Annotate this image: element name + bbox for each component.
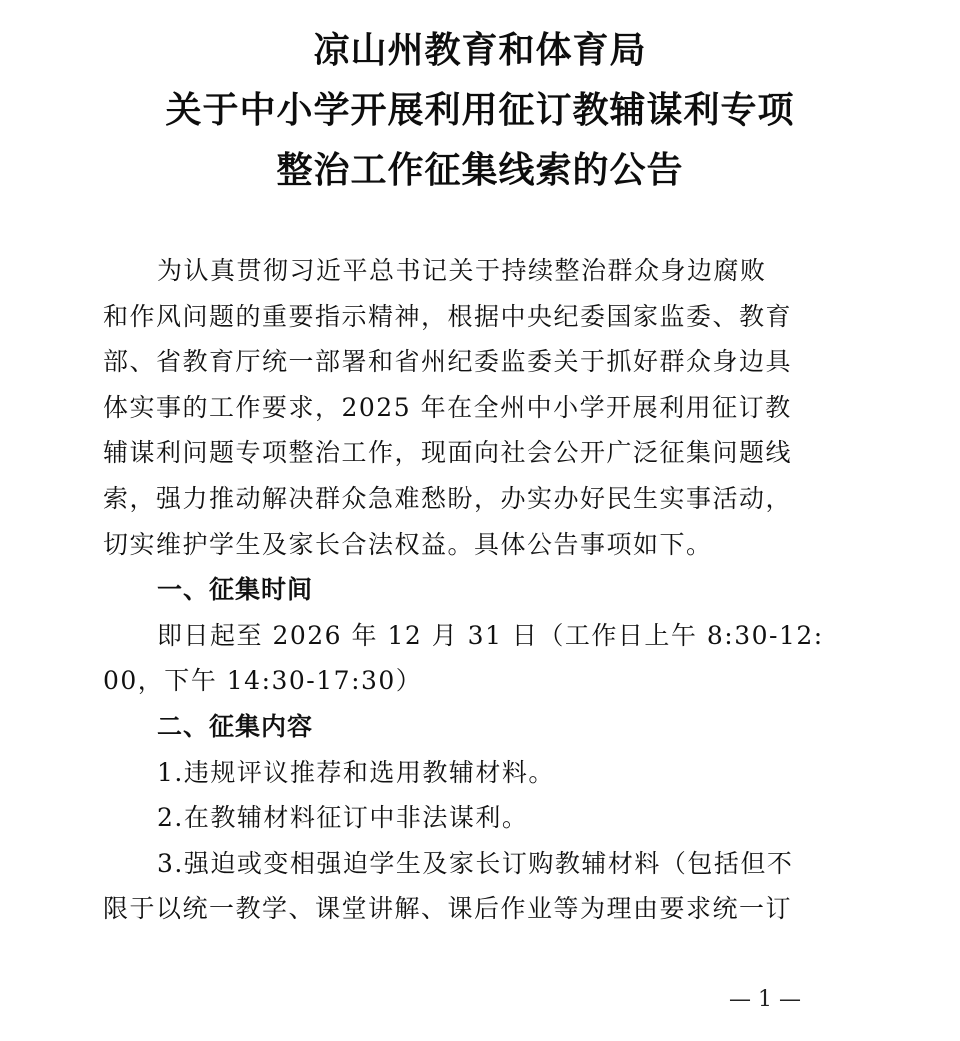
body-line: 辅谋利问题专项整治工作，现面向社会公开广泛征集问题线 [103,438,793,468]
document-body [103,248,824,932]
body-line: 切实维护学生及家长合法权益。具体公告事项如下。 [103,529,713,559]
body-line: 索，强力推动解决群众急难愁盼，办实办好民生实事活动， [103,483,793,513]
list-item: 1.违规评议推荐和选用教辅材料。 [157,757,555,787]
title-line-issuer: 凉山州教育和体育局 [313,29,647,71]
body-line: 限于以统一教学、课堂讲解、课后作业等为理由要求统一订 [103,894,793,924]
section-heading-collection-time: 一、征集时间 [157,575,314,605]
body-line: 00，下午 14:30-17:30） [103,666,423,696]
body-line: 体实事的工作要求，2025 年在全州中小学开展利用征订教 [103,392,792,422]
title-line-subject: 关于中小学开展利用征订教辅谋利专项 [165,89,795,131]
page-number: — 1 — [729,987,801,1012]
list-item: 3.强迫或变相强迫学生及家长订购教辅材料（包括但不 [157,848,794,878]
body-line: 和作风问题的重要指示精神，根据中央纪委国家监委、教育 [103,301,793,331]
body-line: 部、省教育厅统一部署和省州纪委监委关于抓好群众身边具 [103,347,793,377]
body-line: 即日起至 2026 年 12 月 31 日（工作日上午 8:30-12: [157,620,824,650]
section-heading-collection-content: 二、征集内容 [157,711,314,741]
list-item: 2.在教辅材料征订中非法谋利。 [157,803,529,833]
document-title [0,20,960,200]
title-line-subject-end: 整治工作征集线索的公告 [276,149,684,191]
body-line: 为认真贯彻习近平总书记关于持续整治群众身边腐败 [157,256,767,285]
